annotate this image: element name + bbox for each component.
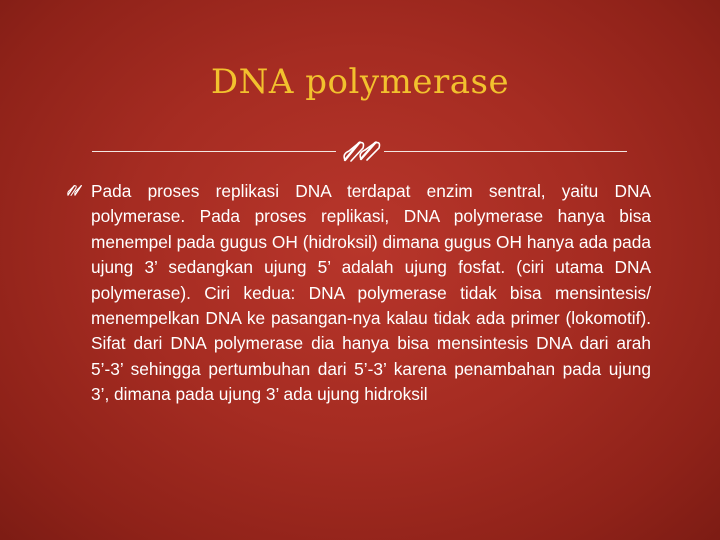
body-paragraph: Pada proses replikasi DNA terdapat enzim sentral, yaitu DNA polymerase. Pada proses replikasi, DNA polymerase hanya bisa menempel pada gugus OH (hidroksil) dimana gugus OH hanya ada pada ujung 3’ sedangkan ujung 5’ adalah ujung fosfat. (ciri utama DNA polymerase). Ciri kedua: DNA polymerase tidak bisa mensintesis/ menempelkan DNA ke pasangan-nya kalau tidak ada primer (lokomotif). Sifat dari DNA polymerase dia hanya bisa mensintesis DNA dari arah 5’-3’ sehingga pertumbuhan dari 5’-3’ karena penambahan pada ujung 3’, dimana pada ujung 3’ ada ujung hidroksil xyxy=(91,181,651,405)
title-divider-right xyxy=(384,151,627,152)
title-divider-left xyxy=(92,151,336,152)
book-scroll-icon xyxy=(338,137,382,165)
slide-title: DNA polymerase xyxy=(210,62,510,102)
book-scroll-icon xyxy=(66,183,83,197)
